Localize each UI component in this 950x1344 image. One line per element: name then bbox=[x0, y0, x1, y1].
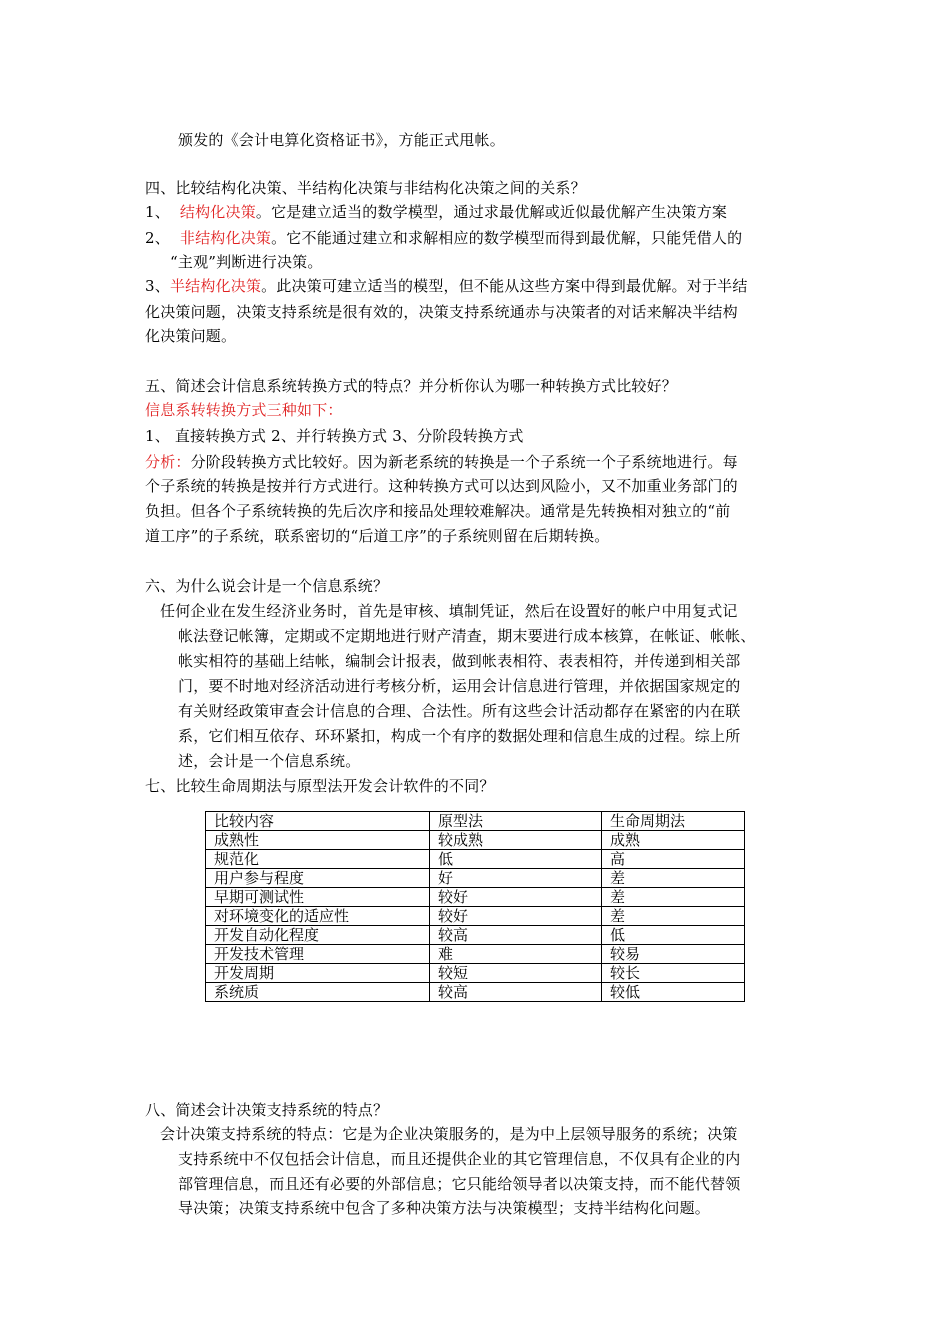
q4-item-3-text: 。此决策可建立适当的模型，但不能从这些方案中得到最优解。对于半结 bbox=[261, 277, 748, 295]
continuation-line: 颁发的《会计电算化资格证书》，方能正式甩帐。 bbox=[178, 131, 505, 149]
table-cell: 较成熟 bbox=[430, 831, 602, 850]
table-cell: 难 bbox=[430, 945, 602, 964]
table-cell: 高 bbox=[602, 850, 745, 869]
table-cell: 较高 bbox=[430, 926, 602, 945]
q4-item-3-cont1: 化决策问题，决策支持系统是很有效的，决策支持系统通赤与决策者的对话来解决半结构 bbox=[145, 303, 738, 321]
table-cell: 较高 bbox=[430, 983, 602, 1002]
table-header-cell: 比较内容 bbox=[206, 812, 430, 831]
table-cell: 较易 bbox=[602, 945, 745, 964]
q5-red-heading: 信息系转转换方式三种如下： bbox=[145, 401, 343, 419]
q6-line-4: 有关财经政策审查会计信息的合理、合法性。所有这些会计活动都存在紧密的内在联 bbox=[178, 702, 741, 720]
table-cell: 对环境变化的适应性 bbox=[206, 907, 430, 926]
q4-item-1 bbox=[145, 200, 727, 224]
q5-analysis bbox=[145, 450, 738, 474]
table-cell: 早期可测试性 bbox=[206, 888, 430, 907]
table-cell: 开发技术管理 bbox=[206, 945, 430, 964]
table-row bbox=[206, 831, 745, 850]
q4-item-2-text: 。它不能通过建立和求解相应的数学模型而得到最优解，只能凭借人的 bbox=[271, 229, 743, 247]
q5-analysis-text: 分阶段转换方式比较好。因为新老系统的转换是一个子系统一个子系统地进行。每 bbox=[190, 453, 738, 471]
table-cell: 开发周期 bbox=[206, 964, 430, 983]
q5-methods: 1、 直接转换方式 2、并行转换方式 3、分阶段转换方式 bbox=[145, 427, 524, 445]
q4-item-3-term: 半结构化决策 bbox=[169, 277, 262, 295]
comparison-table bbox=[205, 811, 745, 1002]
table-cell: 较短 bbox=[430, 964, 602, 983]
q4-item-2-cont: “主观”判断进行决策。 bbox=[170, 253, 323, 271]
q5-line-2: 负担。但各个子系统转换的先后次序和接品处理较难解决。通常是先转换相对独立的“前 bbox=[145, 502, 731, 520]
table-row bbox=[206, 983, 745, 1002]
table-row bbox=[206, 850, 745, 869]
q6-line-1: 帐法登记帐簿，定期或不定期地进行财产清查，期末要进行成本核算，在帐证、帐帐、 bbox=[178, 627, 756, 645]
q6-line-2: 帐实相符的基础上结帐，编制会计报表，做到帐表相符、表表相符，并传递到相关部 bbox=[178, 652, 741, 670]
table-row bbox=[206, 964, 745, 983]
q6-line-6: 述，会计是一个信息系统。 bbox=[178, 752, 361, 770]
table-cell: 较好 bbox=[430, 888, 602, 907]
table-cell: 成熟性 bbox=[206, 831, 430, 850]
q8-line-3: 导决策；决策支持系统中包含了多种决策方法与决策模型；支持半结构化问题。 bbox=[178, 1199, 711, 1217]
table-header-cell: 生命周期法 bbox=[602, 812, 745, 831]
q4-item-1-text: 。它是建立适当的数学模型，通过求最优解或近似最优解产生决策方案 bbox=[255, 203, 728, 221]
table-cell: 较长 bbox=[602, 964, 745, 983]
table-header-row bbox=[206, 812, 745, 831]
q4-item-1-term: 结构化决策 bbox=[179, 203, 256, 221]
table-row bbox=[206, 926, 745, 945]
q6-title: 六、为什么说会计是一个信息系统？ bbox=[145, 577, 389, 595]
table-header-cell: 原型法 bbox=[430, 812, 602, 831]
table-cell: 好 bbox=[430, 869, 602, 888]
table-row bbox=[206, 907, 745, 926]
table-row bbox=[206, 869, 745, 888]
q5-line-3: 道工序”的子系统，联系密切的“后道工序”的子系统则留在后期转换。 bbox=[145, 527, 610, 545]
table-cell: 成熟 bbox=[602, 831, 745, 850]
q4-item-3 bbox=[145, 274, 748, 298]
q4-item-2-num: 2、 bbox=[145, 229, 170, 247]
table-cell: 系统质 bbox=[206, 983, 430, 1002]
table-cell: 用户参与程度 bbox=[206, 869, 430, 888]
q5-title: 五、简述会计信息系统转换方式的特点？并分析你认为哪一种转换方式比较好？ bbox=[145, 377, 678, 395]
q4-item-3-num: 3、 bbox=[145, 277, 170, 295]
table-cell: 差 bbox=[602, 907, 745, 926]
q4-item-3-cont2: 化决策问题。 bbox=[145, 327, 237, 345]
q4-item-2-term: 非结构化决策 bbox=[179, 229, 272, 247]
table-cell: 低 bbox=[430, 850, 602, 869]
q6-first-line: 任何企业在发生经济业务时，首先是审核、填制凭证，然后在设置好的帐户中用复式记 bbox=[160, 602, 738, 620]
q7-title: 七、比较生命周期法与原型法开发会计软件的不同？ bbox=[145, 777, 495, 795]
table-cell: 差 bbox=[602, 869, 745, 888]
q4-title: 四、比较结构化决策、半结构化决策与非结构化决策之间的关系？ bbox=[145, 179, 586, 197]
q6-line-3: 门，要不时地对经济活动进行考核分析，运用会计信息进行管理，并依据国家规定的 bbox=[178, 677, 741, 695]
table-cell: 较好 bbox=[430, 907, 602, 926]
table-cell: 开发自动化程度 bbox=[206, 926, 430, 945]
q5-analysis-label: 分析： bbox=[145, 453, 191, 471]
table-cell: 较低 bbox=[602, 983, 745, 1002]
q8-line-1: 支持系统中不仅包括会计信息，而且还提供企业的其它管理信息，不仅具有企业的内 bbox=[178, 1150, 741, 1168]
table-row bbox=[206, 945, 745, 964]
q8-first-line: 会计决策支持系统的特点：它是为企业决策服务的，是为中上层领导服务的系统；决策 bbox=[160, 1125, 738, 1143]
q8-line-2: 部管理信息，而且还有必要的外部信息；它只能给领导者以决策支持，而不能代替领 bbox=[178, 1175, 741, 1193]
q4-item-2 bbox=[145, 226, 742, 250]
table-row bbox=[206, 888, 745, 907]
table-cell: 低 bbox=[602, 926, 745, 945]
q6-line-5: 系，它们相互依存、环环紧扣，构成一个有序的数据处理和信息生成的过程。综上所 bbox=[178, 727, 741, 745]
table-cell: 差 bbox=[602, 888, 745, 907]
q8-title: 八、简述会计决策支持系统的特点？ bbox=[145, 1101, 389, 1119]
q4-item-1-num: 1、 bbox=[145, 203, 170, 221]
table-cell: 规范化 bbox=[206, 850, 430, 869]
q5-line-1: 个子系统的转换是按并行方式进行。这种转换方式可以达到风险小，又不加重业务部门的 bbox=[145, 477, 738, 495]
